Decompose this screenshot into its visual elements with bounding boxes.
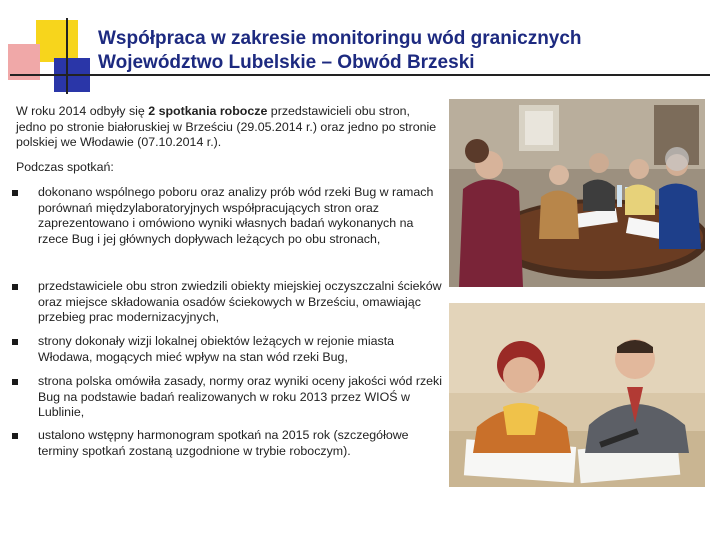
intro-text-end: przedstawicieli obu stron, jedno po stronie białoruskiej w Brześciu (29.05.2014 r.) oraz jedno po stronie polskiej we Włodawie (07.10.2014 r.). xyxy=(16,104,437,149)
signing-photo-illustration xyxy=(449,303,705,487)
bullet-item xyxy=(12,428,442,459)
bullet-text: strona polska omówiła zasady, normy oraz wyniki oceny jakości wód rzeki Bug na podstawie badań realizowanych w roku 2013 przez WIOŚ w Lublinie, xyxy=(38,374,443,419)
signing-photo xyxy=(449,303,705,487)
title-line-1: Współpraca w zakresie monitoringu wód granicznych xyxy=(98,28,582,49)
bullet-square-icon xyxy=(12,284,18,290)
bullet-item xyxy=(12,185,442,247)
bullet-square-icon xyxy=(12,379,18,385)
bullet-square-icon xyxy=(12,190,18,196)
bullet-item xyxy=(12,374,442,421)
bullet-square-icon xyxy=(12,339,18,345)
bullet-square-icon xyxy=(12,433,18,439)
decor-vertical-line xyxy=(66,18,68,94)
title-line-2: Województwo Lubelskie – Obwód Brzeski xyxy=(98,52,475,73)
slide-title xyxy=(98,27,582,75)
intro-paragraph xyxy=(16,104,442,151)
bullet-item xyxy=(12,334,442,365)
bullet-text: strony dokonały wizji lokalnej obiektów leżących w rejonie miasta Włodawa, mogących mieć wpływ na stan wód rzeki Bug, xyxy=(38,334,395,364)
during-meetings-label: Podczas spotkań: xyxy=(16,160,114,174)
decor-yellow-square xyxy=(36,20,78,62)
meeting-photo-table-illustration xyxy=(449,99,705,287)
intro-text-start: W roku 2014 odbyły się xyxy=(16,104,149,118)
bullet-text: ustalono wstępny harmonogram spotkań na 2015 rok (szczegółowe terminy spotkań zostaną uzgodnione w trybie roboczym). xyxy=(38,428,409,458)
bullet-text: przedstawiciele obu stron zwiedzili obiekty miejskiej oczyszczalni ścieków oraz miejsce składowania osadów ściekowych w Brześciu, omawiając przebieg prac modernizacyjnych, xyxy=(38,279,442,324)
intro-bold-text: 2 spotkania robocze xyxy=(148,104,268,118)
meeting-photo-table xyxy=(449,99,705,287)
bullet-text: dokonano wspólnego poboru oraz analizy prób wód rzeki Bug w ramach porównań międzylaboratoryjnych współpracujących stron oraz zaprezentowano i omówiono wyniki własnych badań wykonanych na rzece Bug i jej głównych dopływach leżących po obu stronach, xyxy=(38,185,434,246)
bullet-item xyxy=(12,279,442,326)
